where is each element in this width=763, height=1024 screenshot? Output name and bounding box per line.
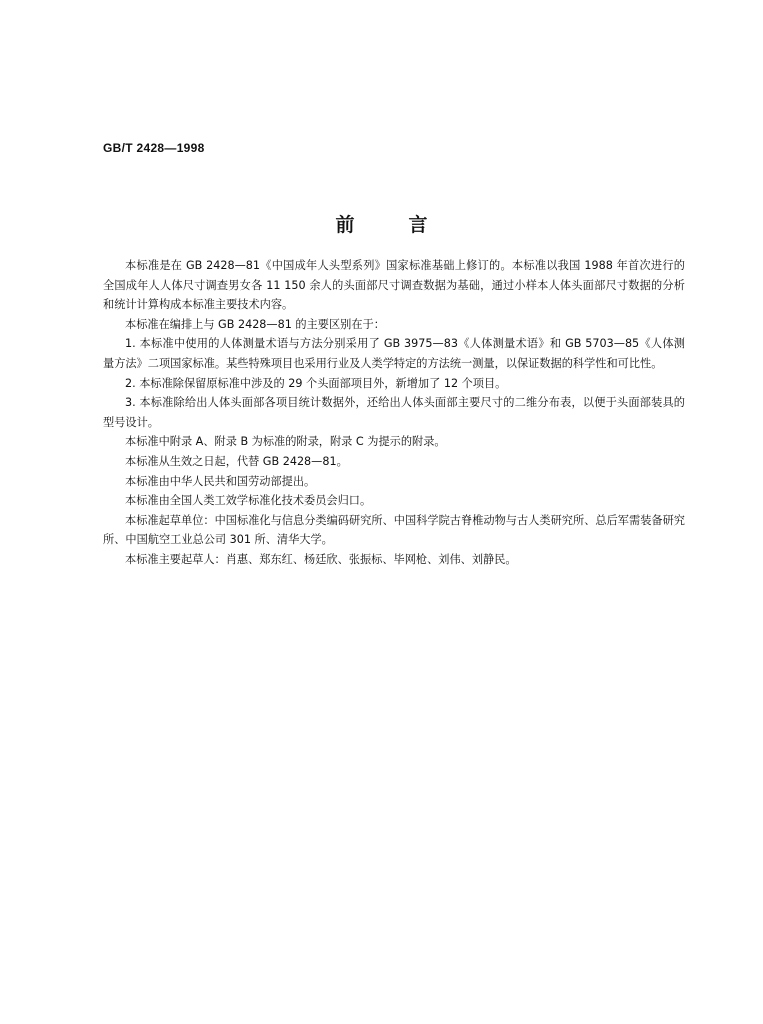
standard-code: GB/T 2428—1998: [103, 141, 205, 155]
paragraph: 本标准由全国人类工效学标准化技术委员会归口。: [125, 494, 372, 508]
paragraph: 本标准在编排上与 GB 2428—81 的主要区别在于：: [125, 317, 385, 331]
paragraph: 本标准是在 GB 2428—81《中国成年人头型系列》国家标准基础上修订的。本标准以我国 1988 年首次进行的全国成年人人体尺寸调查男女各 11 150 余人的头面部尺寸调查数据为基础，通过小样本人体头面部尺寸数据的分析和统计计算构成本标准主要技术内容。: [103, 259, 685, 312]
paragraph: 本标准起草单位：中国标准化与信息分类编码研究所、中国科学院古脊椎动物与古人类研究所、总后军需装备研究所、中国航空工业总公司 301 所、清华大学。: [103, 513, 685, 547]
foreword-body: [103, 256, 685, 570]
title-char-1: 前: [335, 214, 355, 236]
paragraph: 本标准从生效之日起，代替 GB 2428—81。: [125, 454, 348, 468]
paragraph: 2. 本标准除保留原标准中涉及的 29 个头面部项目外，新增加了 12 个项目。: [125, 376, 507, 390]
paragraph: 本标准主要起草人：肖惠、郑东红、杨廷欣、张振标、毕网枪、刘伟、刘静民。: [125, 552, 517, 566]
paragraph: 本标准由中华人民共和国劳动部提出。: [125, 474, 316, 488]
page-title: [0, 210, 763, 237]
title-char-2: 言: [408, 214, 428, 236]
paragraph: 1. 本标准中使用的人体测量术语与方法分别采用了 GB 3975—83《人体测量术语》和 GB 5703—85《人体测量方法》二项国家标准。某些特殊项目也采用行业及人类学特定的方法统一测量，以保证数据的科学性和可比性。: [103, 337, 685, 370]
paragraph: 本标准中附录 A、附录 B 为标准的附录，附录 C 为提示的附录。: [125, 435, 446, 449]
paragraph: 3. 本标准除给出人体头面部各项目统计数据外，还给出人体头面部主要尺寸的二维分布表，以便于头面部装具的型号设计。: [103, 396, 685, 429]
